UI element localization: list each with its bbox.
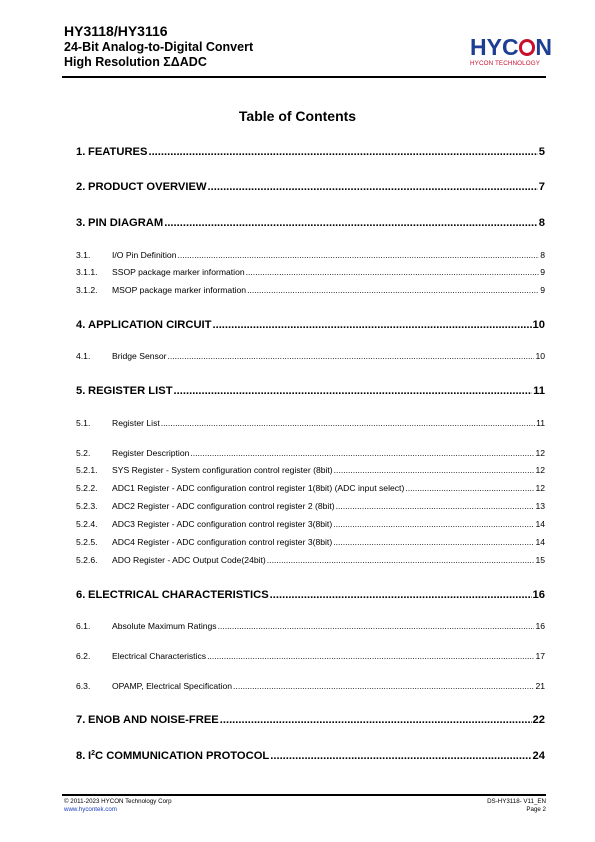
entry-page: 12 [535, 465, 545, 475]
hycon-logo [470, 36, 552, 67]
toc-entry[interactable] [76, 385, 545, 397]
toc-title: Table of Contents [238, 108, 357, 124]
entry-page: 12 [535, 483, 545, 493]
entry-number: 3.1.1. [76, 267, 98, 277]
dot-leader [190, 448, 534, 458]
toc-entry[interactable] [76, 714, 545, 726]
entry-number: 6.1. [76, 621, 91, 631]
toc-entry[interactable] [76, 181, 545, 193]
dot-leader [270, 750, 531, 762]
entry-number: 5.2.3. [76, 501, 98, 511]
dot-leader [233, 681, 534, 691]
dot-leader [177, 250, 539, 260]
entry-number: 6. [76, 589, 86, 601]
entry-number: 3.1. [76, 250, 91, 260]
entry-title: I/O Pin Definition [112, 250, 177, 260]
entry-page: 11 [533, 385, 545, 397]
document-id: DS-HY3118- V11_EN [487, 798, 546, 805]
entry-number: 6.2. [76, 651, 91, 661]
footer-left [64, 798, 172, 814]
website-link[interactable]: www.hycontek.com [64, 806, 117, 813]
entry-number: 4. [76, 319, 86, 331]
entry-page: 8 [540, 250, 545, 260]
entry-page: 8 [538, 217, 545, 229]
entry-title: SYS Register - System configuration control register (8bit) [112, 465, 333, 475]
entry-title: Absolute Maximum Ratings [112, 621, 217, 631]
toc-entry[interactable] [76, 351, 545, 361]
entry-page: 17 [535, 651, 545, 661]
entry-page: 7 [538, 181, 545, 193]
entry-number: 3.1.2. [76, 285, 98, 295]
entry-title: Electrical Characteristics [112, 651, 207, 661]
entry-number: 5.2.6. [76, 555, 98, 565]
entry-page: 24 [532, 750, 545, 762]
copyright-text: © 2011-2023 HYCON Technology Corp [64, 798, 172, 805]
entry-number: 4.1. [76, 351, 91, 361]
entry-number: 5.2.5. [76, 537, 98, 547]
dot-leader [167, 351, 534, 361]
entry-title: ADC2 Register - ADC configuration control register 2 (8bit) [112, 501, 335, 511]
toc-entry[interactable] [76, 319, 545, 331]
toc-entry[interactable] [76, 448, 545, 458]
entry-title: ELECTRICAL CHARACTERISTICS [88, 589, 269, 601]
entry-page: 16 [532, 589, 545, 601]
dot-leader [174, 385, 533, 397]
entry-title: Register Description [112, 448, 190, 458]
entry-title: FEATURES [88, 146, 148, 158]
entry-title: ADC4 Register - ADC configuration control register 3(8bit) [112, 537, 333, 547]
entry-title: PRODUCT OVERVIEW [88, 181, 207, 193]
entry-number: 3. [76, 217, 86, 229]
entry-title: OPAMP, Electrical Specification [112, 681, 233, 691]
dot-leader [212, 319, 531, 331]
toc-entry[interactable] [76, 250, 545, 260]
entry-title: ADC3 Register - ADC configuration control register 3(8bit) [112, 519, 333, 529]
entry-title: ENOB AND NOISE-FREE [88, 714, 219, 726]
toc-entry[interactable] [76, 267, 545, 277]
toc-entry[interactable] [76, 146, 545, 158]
dot-leader [164, 217, 538, 229]
product-subtitle-2: High Resolution ΣΔADC [64, 55, 207, 69]
toc-entry[interactable] [76, 501, 545, 511]
entry-title-part: I [88, 750, 92, 762]
document-header-title [64, 24, 253, 71]
entry-number: 8. [76, 750, 86, 762]
logo-text-a: HYC [470, 34, 519, 60]
entry-number: 5.2.4. [76, 519, 98, 529]
entry-page: 10 [532, 319, 545, 331]
entry-number: 5.2. [76, 448, 91, 458]
footer-right [487, 798, 546, 814]
entry-page: 10 [535, 351, 545, 361]
toc-entry[interactable] [76, 681, 545, 691]
toc-entry[interactable] [76, 537, 545, 547]
entry-title: SSOP package marker information [112, 267, 245, 277]
toc-entry[interactable] [76, 285, 545, 295]
entry-number: 5.2.1. [76, 465, 98, 475]
entry-title: PIN DIAGRAM [88, 217, 164, 229]
dot-leader [334, 465, 535, 475]
entry-number: 5. [76, 385, 86, 397]
entry-number: 7. [76, 714, 86, 726]
entry-page: 14 [535, 537, 545, 547]
entry-title: Bridge Sensor [112, 351, 167, 361]
dot-leader [246, 267, 540, 277]
entry-page: 9 [540, 267, 545, 277]
entry-page: 5 [538, 146, 545, 158]
dot-leader [267, 555, 535, 565]
entry-page: 11 [536, 418, 545, 428]
entry-title [88, 750, 269, 762]
product-name: HY3118/HY3116 [64, 23, 168, 39]
entry-number: 6.3. [76, 681, 91, 691]
toc-entry[interactable] [76, 418, 545, 428]
logo-wordmark [470, 36, 552, 58]
dot-leader [220, 714, 532, 726]
toc-entry[interactable] [76, 217, 545, 229]
entry-title: ADC1 Register - ADC configuration control register 1(8bit) (ADC input select) [112, 483, 405, 493]
toc-entry[interactable] [76, 621, 545, 631]
dot-leader [247, 285, 539, 295]
dot-leader [336, 501, 535, 511]
logo-subtitle: HYCON TECHNOLOGY [470, 60, 541, 67]
entry-number: 5.1. [76, 418, 91, 428]
entry-page: 22 [532, 714, 545, 726]
dot-leader [208, 181, 538, 193]
entry-number: 1. [76, 146, 86, 158]
logo-ring-icon [519, 39, 536, 56]
entry-page: 14 [535, 519, 545, 529]
entry-page: 13 [535, 501, 545, 511]
page-number: Page 2 [526, 806, 546, 813]
dot-leader [405, 483, 534, 493]
entry-title-part: C COMMUNICATION PROTOCOL [95, 750, 270, 762]
toc-entry[interactable] [76, 750, 545, 762]
dot-leader [270, 589, 532, 601]
toc-entry[interactable] [76, 651, 545, 661]
toc-entry[interactable] [76, 589, 545, 601]
entry-title: Register List [112, 418, 160, 428]
entry-page: 16 [535, 621, 545, 631]
product-subtitle: 24-Bit Analog-to-Digital Convert [64, 39, 254, 54]
entry-title: MSOP package marker information [112, 285, 247, 295]
entry-title-superscript: 2 [91, 750, 96, 757]
dot-leader [161, 418, 535, 428]
entry-page: 21 [535, 681, 545, 691]
toc-entry[interactable] [76, 465, 545, 475]
toc-entry[interactable] [76, 483, 545, 493]
toc-entry[interactable] [76, 555, 545, 565]
footer-divider [62, 794, 546, 796]
header-divider [62, 76, 546, 78]
entry-page: 15 [535, 555, 545, 565]
dot-leader [218, 621, 535, 631]
dot-leader [148, 146, 537, 158]
entry-title: REGISTER LIST [88, 385, 173, 397]
entry-page: 12 [535, 448, 545, 458]
entry-page: 9 [540, 285, 545, 295]
entry-title: APPLICATION CIRCUIT [88, 319, 212, 331]
entry-number: 2. [76, 181, 86, 193]
dot-leader [333, 519, 534, 529]
entry-title: ADO Register - ADC Output Code(24bit) [112, 555, 266, 565]
entry-number: 5.2.2. [76, 483, 98, 493]
logo-text-b: N [535, 34, 552, 60]
toc-entry[interactable] [76, 519, 545, 529]
dot-leader [333, 537, 534, 547]
dot-leader [207, 651, 534, 661]
